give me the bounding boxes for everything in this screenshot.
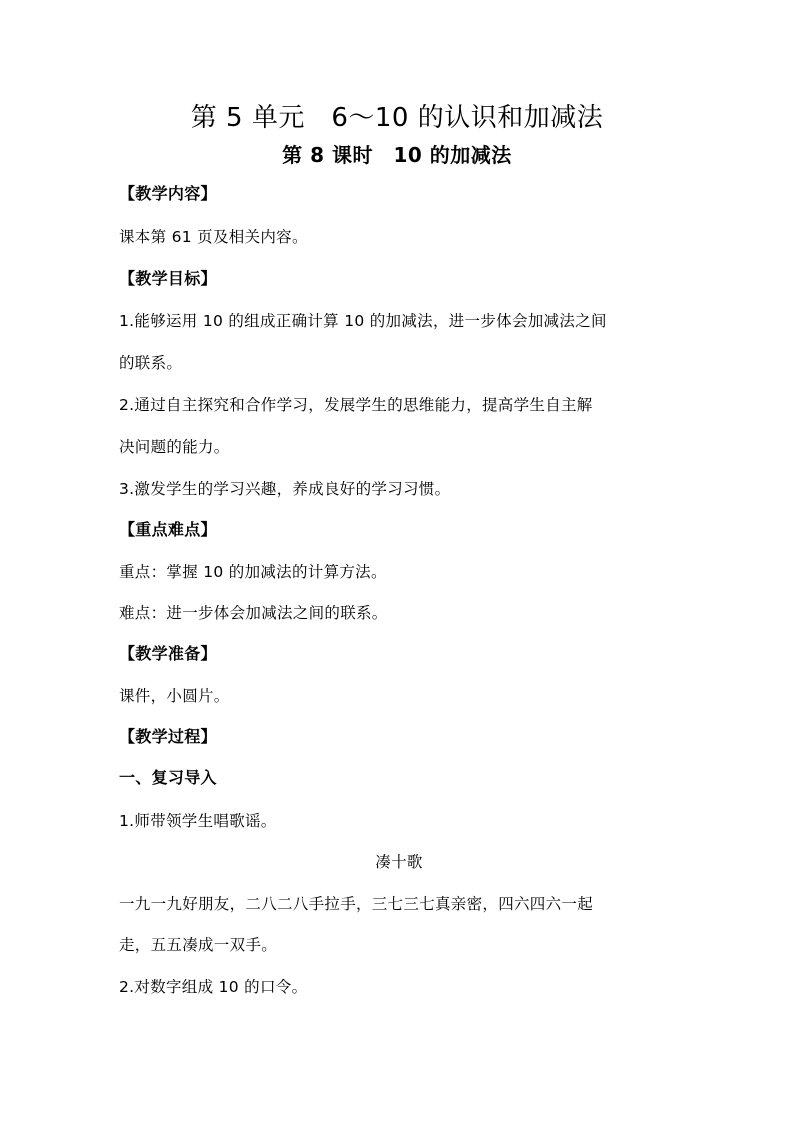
review-item-2: 2.对数字组成 10 的口令。: [119, 978, 308, 996]
review-heading: 一、复习导入: [119, 768, 217, 787]
page-title: 第 5 单元 6～10 的认识和加减法: [190, 103, 604, 133]
goals-heading: 【教学目标】: [119, 269, 217, 288]
goal-2-line-2: 决问题的能力。: [119, 438, 230, 456]
song-title: 凑十歌: [375, 853, 423, 871]
content-heading: 【教学内容】: [119, 184, 217, 203]
song-line-1: 一九一九好朋友，二八二八手拉手，三七三七真亲密，四六四六一起: [119, 895, 594, 913]
goal-1-line-2: 的联系。: [119, 354, 183, 372]
content-text: 课本第 61 页及相关内容。: [119, 228, 308, 246]
goal-2-line-1: 2.通过自主探究和合作学习，发展学生的思维能力，提高学生自主解: [119, 396, 593, 414]
key-point: 重点：掌握 10 的加减法的计算方法。: [119, 563, 387, 581]
process-heading: 【教学过程】: [119, 727, 217, 746]
lesson-subtitle: 第 8 课时 10 的加减法: [282, 143, 512, 167]
prep-text: 课件，小圆片。: [119, 687, 230, 705]
goal-3: 3.激发学生的学习兴趣，养成良好的学习习惯。: [119, 480, 451, 498]
review-item-1: 1.师带领学生唱歌谣。: [119, 812, 277, 830]
key-difficult-heading: 【重点难点】: [119, 520, 217, 539]
prep-heading: 【教学准备】: [119, 644, 217, 663]
song-line-2: 走，五五凑成一双手。: [119, 936, 278, 954]
goal-1-line-1: 1.能够运用 10 的组成正确计算 10 的加减法，进一步体会加减法之间: [119, 312, 607, 330]
difficult-point: 难点：进一步体会加减法之间的联系。: [119, 604, 388, 622]
